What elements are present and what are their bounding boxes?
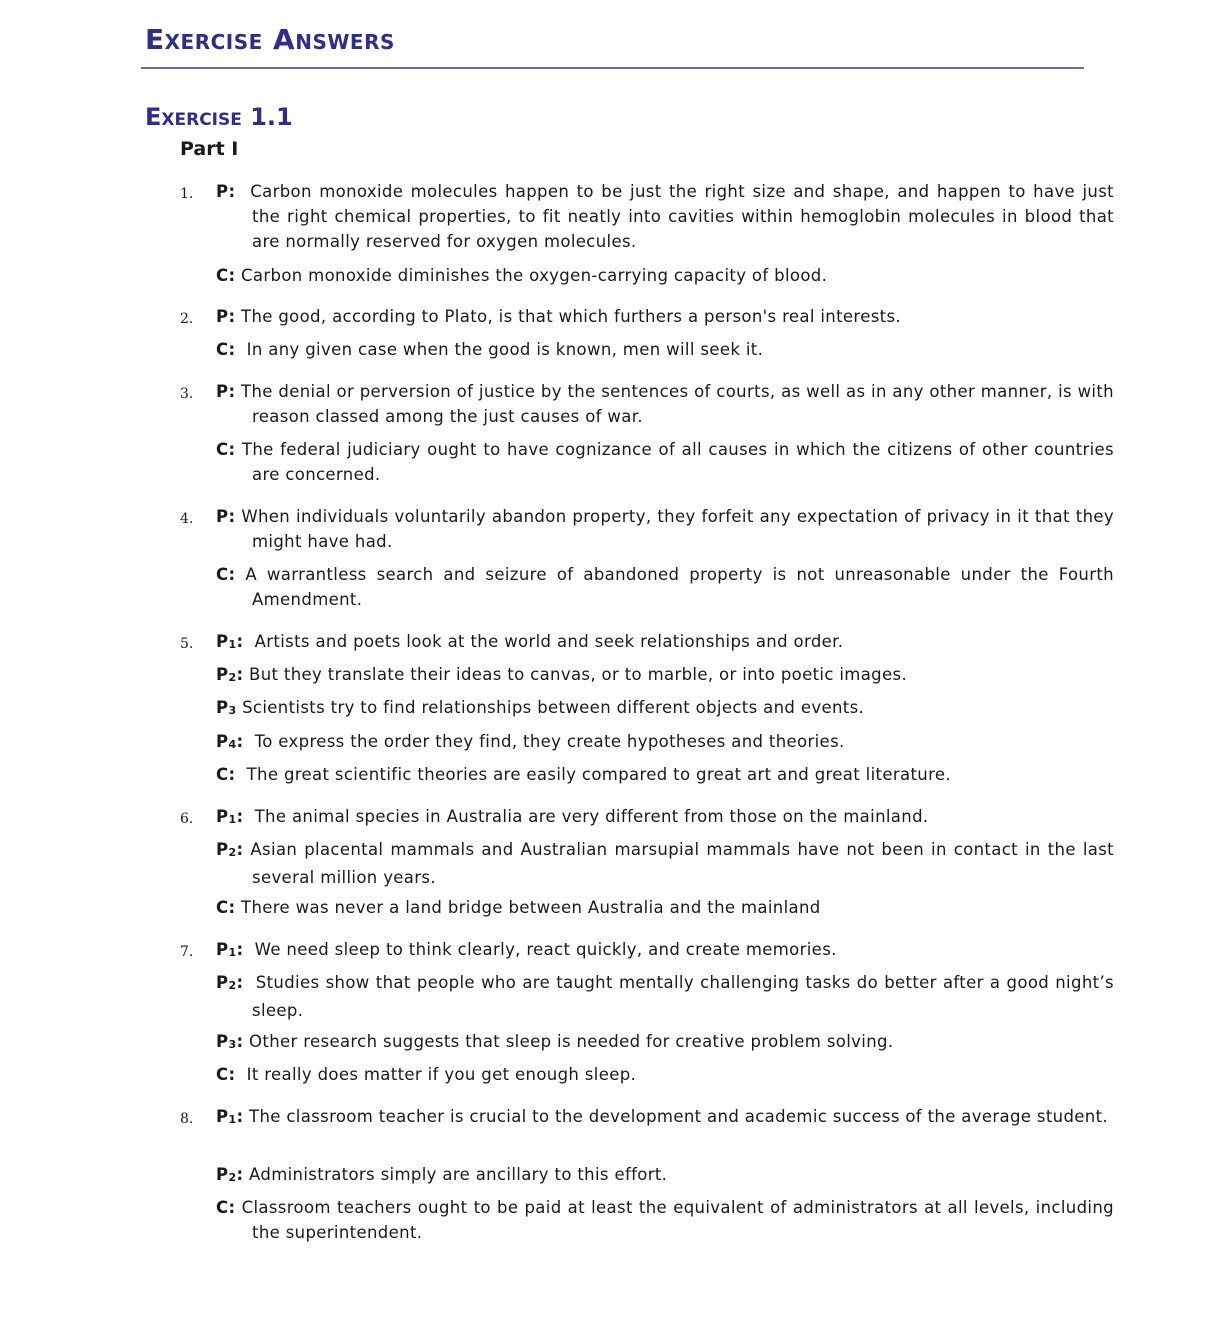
statement-text: The denial or perversion of justice by the sentences of courts, as well as in any other manner, is with reason classed among the just causes of war. [241,382,1114,426]
premise-statement [216,970,1114,1023]
statement-label: $P_1$: [216,807,244,826]
section-title: Exercise 1.1 [145,103,293,131]
statement-label: C: [216,340,236,359]
statement-text: Carbon monoxide diminishes the oxygen-carrying capacity of blood. [241,266,828,285]
premise-statement [216,729,1114,757]
answer-number: 8. [180,1111,194,1127]
statement-text: The classroom teacher is crucial to the development and academic success of the average student. [249,1107,1109,1126]
statement-label: $P_1$: [216,1107,244,1126]
statement-text: When individuals voluntarily abandon property, they forfeit any expectation of privacy in it that they might have had. [241,507,1114,551]
statement-label: C: [216,765,236,784]
conclusion-statement [216,263,1114,288]
statement-text: The great scientific theories are easily compared to great art and great literature. [246,765,951,784]
statement-text: In any given case when the good is known, men will seek it. [246,340,764,359]
statement-label: $P_1$: [216,632,244,651]
premise-statement [216,629,1114,657]
statement-label: C: [216,898,236,917]
statement-label: P: [216,182,236,201]
conclusion-statement [216,895,1114,920]
statement-text: A warrantless search and seizure of abandoned property is not unreasonable under the Fourth Amendment. [245,565,1114,609]
conclusion-statement [216,1195,1114,1245]
statement-label: $P_3$: [216,1032,244,1051]
statement-label: C: [216,1065,236,1084]
answer-number: 7. [180,944,194,960]
statement-label: $P_2$: [216,973,244,992]
answer-number: 4. [180,511,194,527]
premise-statement [216,804,1114,832]
statement-label: C: [216,1198,236,1217]
statement-label: $P_1$: [216,940,244,959]
conclusion-statement [216,337,1114,362]
chapter-title: Exercise Answers [145,23,395,56]
answer-number: 1. [180,186,194,202]
answer-number: 3. [180,386,194,402]
conclusion-statement [216,437,1114,487]
answer-number: 6. [180,811,194,827]
statement-label: P: [216,507,236,526]
premise-statement [216,937,1114,965]
premise-statement [216,695,1114,723]
answer-number: 5. [180,636,194,652]
statement-label: $P_2$: [216,1165,244,1184]
statement-text: But they translate their ideas to canvas, or to marble, or into poetic images. [249,665,908,684]
statement-text: Other research suggests that sleep is needed for creative problem solving. [249,1032,894,1051]
statement-label: P: [216,307,236,326]
statement-label: P: [216,382,236,401]
statement-text: To express the order they find, they create hypotheses and theories. [254,732,845,751]
statement-text: There was never a land bridge between Australia and the mainland [241,898,821,917]
statement-text: Classroom teachers ought to be paid at least the equivalent of administrators at all levels, including the superintendent. [241,1198,1114,1242]
statement-text: We need sleep to think clearly, react quickly, and create memories. [254,940,837,959]
premise-statement [216,1104,1114,1132]
statement-text: The animal species in Australia are very different from those on the mainland. [254,807,929,826]
statement-label: $P_2$: [216,840,244,859]
premise-statement [216,1162,1114,1190]
statement-text: Carbon monoxide molecules happen to be just the right size and shape, and happen to have just the right chemical properties, to fit neatly into cavities within hemoglobin molecules in blood that are normally reserved for oxygen molecules. [250,182,1114,251]
premise-statement [216,379,1114,429]
statement-text: Artists and poets look at the world and seek relationships and order. [254,632,844,651]
premise-statement [216,837,1114,890]
premise-statement [216,662,1114,690]
statement-text: It really does matter if you get enough sleep. [246,1065,637,1084]
statement-text: The federal judiciary ought to have cognizance of all causes in which the citizens of other countries are concerned. [241,440,1114,484]
statement-label: C: [216,266,236,285]
conclusion-statement [216,762,1114,787]
statement-text: Administrators simply are ancillary to this effort. [249,1165,668,1184]
premise-statement [216,504,1114,554]
statement-text: Scientists try to find relationships between different objects and events. [242,698,865,717]
premise-statement [216,304,1114,329]
part-title: Part I [180,138,239,160]
premise-statement [216,1029,1114,1057]
premise-statement [216,179,1114,254]
answer-number: 2. [180,311,194,327]
statement-label: $P_4$: [216,732,244,751]
statement-label: C: [216,565,236,584]
statement-text: Studies show that people who are taught mentally challenging tasks do better after a good night’s sleep. [252,973,1114,1020]
statement-text: Asian placental mammals and Australian marsupial mammals have not been in contact in the last several million years. [250,840,1114,887]
statement-label: C: [216,440,236,459]
conclusion-statement [216,562,1114,612]
conclusion-statement [216,1062,1114,1087]
statement-label: $P_3$ [216,698,237,717]
statement-text: The good, according to Plato, is that which furthers a person's real interests. [241,307,901,326]
statement-label: $P_2$: [216,665,244,684]
